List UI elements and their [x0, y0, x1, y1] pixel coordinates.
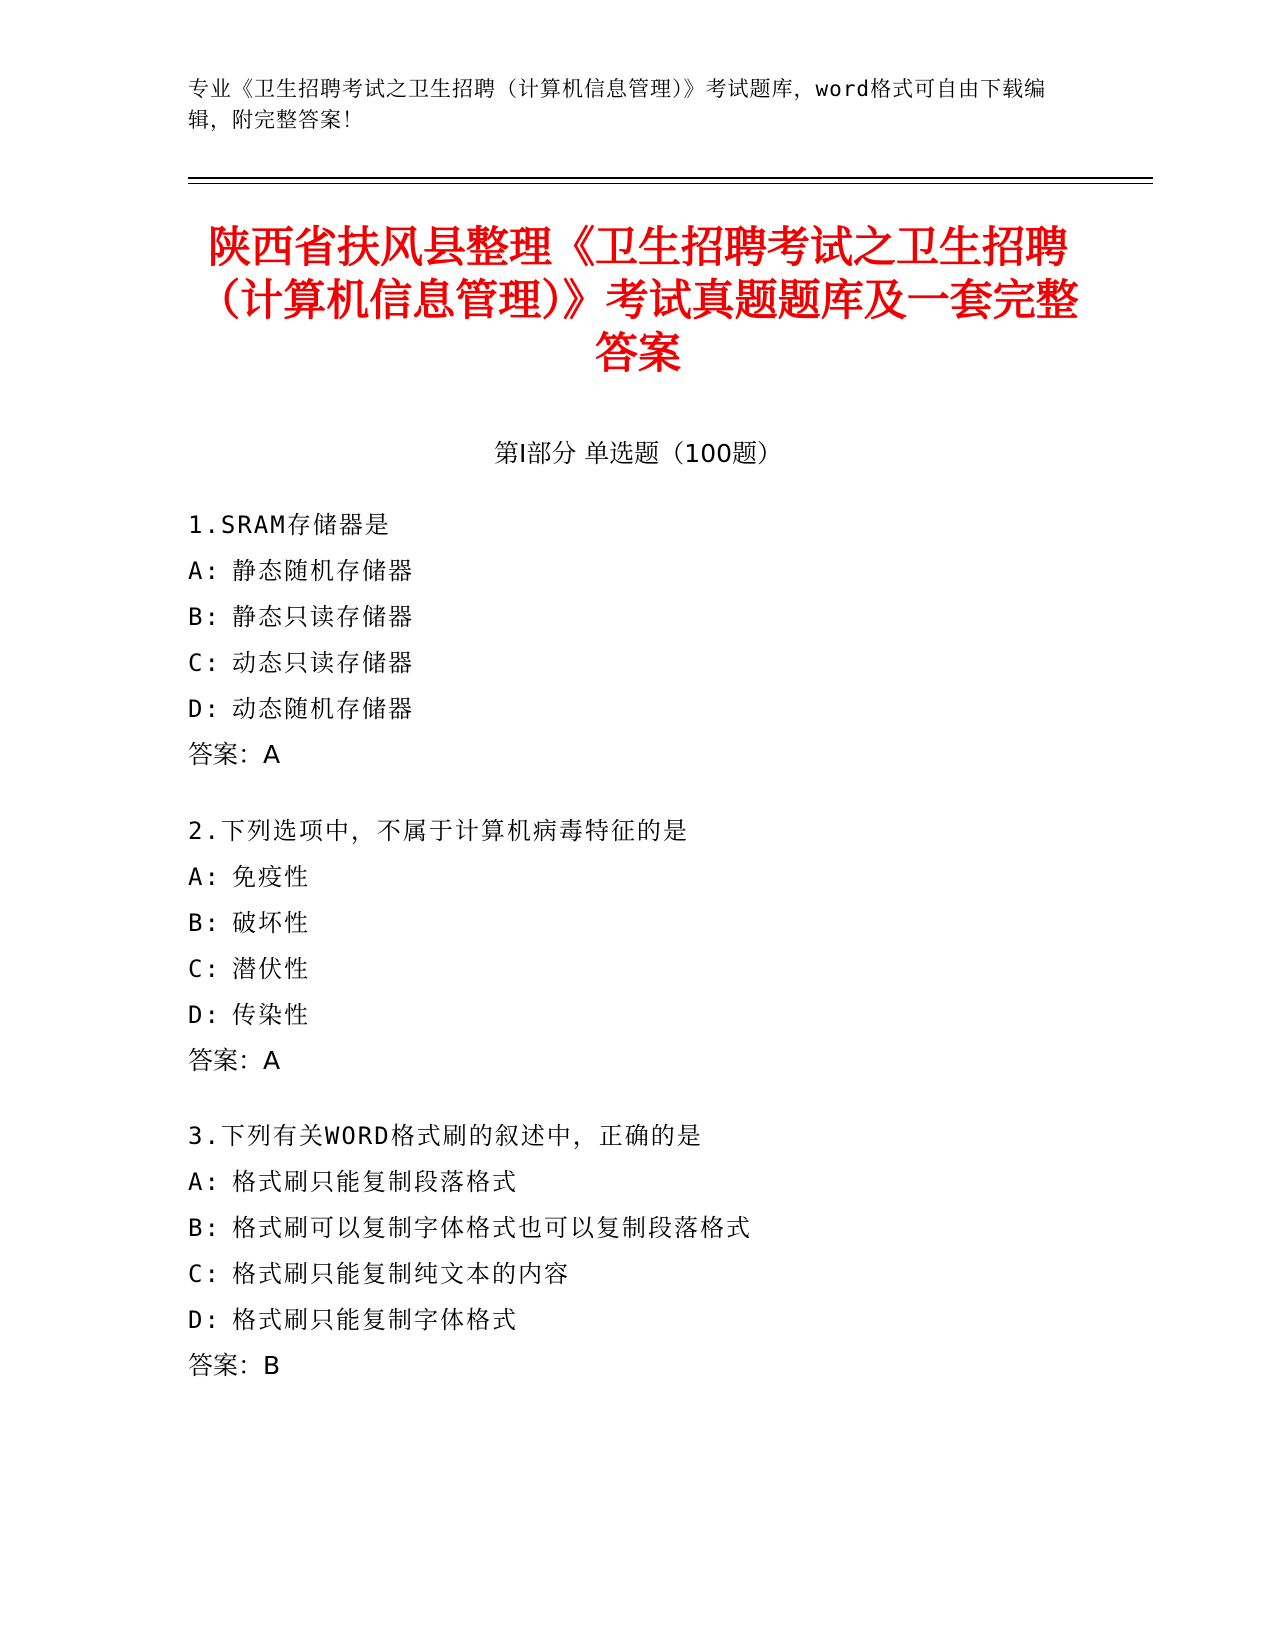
option-letter: B:	[188, 603, 221, 631]
option-c	[188, 946, 1088, 992]
header-rule-thin	[188, 183, 1153, 184]
option-letter: B:	[188, 1214, 221, 1242]
option-letter: D:	[188, 1306, 221, 1334]
option-text: 格式刷只能复制段落格式	[232, 1168, 518, 1196]
question-3	[188, 1113, 1088, 1389]
option-c	[188, 1251, 1088, 1297]
option-letter: A:	[188, 1168, 221, 1196]
answer: 答案：B	[188, 1351, 281, 1380]
document-title: 陕西省扶风县整理《卫生招聘考试之卫生招聘（计算机信息管理）》考试真题题库及一套完整答案	[197, 223, 1079, 379]
answer: 答案：A	[188, 740, 281, 769]
option-text: 免疫性	[232, 863, 310, 891]
header-rule-thick	[188, 177, 1153, 179]
option-text: 动态只读存储器	[232, 649, 414, 677]
option-d	[188, 1297, 1088, 1343]
option-text: 格式刷只能复制字体格式	[232, 1306, 518, 1334]
option-letter: A:	[188, 557, 221, 585]
section-title: 第I部分 单选题（100题）	[493, 439, 783, 468]
option-d	[188, 992, 1088, 1038]
option-text: 传染性	[232, 1001, 310, 1029]
question-stem: 1.SRAM存储器是	[188, 511, 391, 539]
option-text: 潜伏性	[232, 955, 310, 983]
option-letter: D:	[188, 1001, 221, 1029]
option-a	[188, 854, 1088, 900]
question-stem: 2.下列选项中，不属于计算机病毒特征的是	[188, 817, 689, 845]
question-2	[188, 808, 1088, 1084]
option-text: 破坏性	[232, 909, 310, 937]
option-text: 静态只读存储器	[232, 603, 414, 631]
option-letter: B:	[188, 909, 221, 937]
option-c	[188, 640, 1088, 686]
option-text: 动态随机存储器	[232, 695, 414, 723]
option-d	[188, 686, 1088, 732]
option-a	[188, 1159, 1088, 1205]
option-text: 格式刷只能复制纯文本的内容	[232, 1260, 570, 1288]
option-letter: C:	[188, 955, 221, 983]
option-letter: D:	[188, 695, 221, 723]
option-letter: A:	[188, 863, 221, 891]
option-b	[188, 900, 1088, 946]
option-text: 静态随机存储器	[232, 557, 414, 585]
question-1	[188, 502, 1088, 778]
answer: 答案：A	[188, 1046, 281, 1075]
question-stem: 3.下列有关WORD格式刷的叙述中，正确的是	[188, 1122, 703, 1150]
option-text: 格式刷可以复制字体格式也可以复制段落格式	[232, 1214, 752, 1242]
header-note: 专业《卫生招聘考试之卫生招聘（计算机信息管理）》考试题库，word格式可自由下载编辑，附完整答案！	[188, 77, 1047, 132]
option-a	[188, 548, 1088, 594]
option-b	[188, 1205, 1088, 1251]
option-letter: C:	[188, 1260, 221, 1288]
option-letter: C:	[188, 649, 221, 677]
option-b	[188, 594, 1088, 640]
